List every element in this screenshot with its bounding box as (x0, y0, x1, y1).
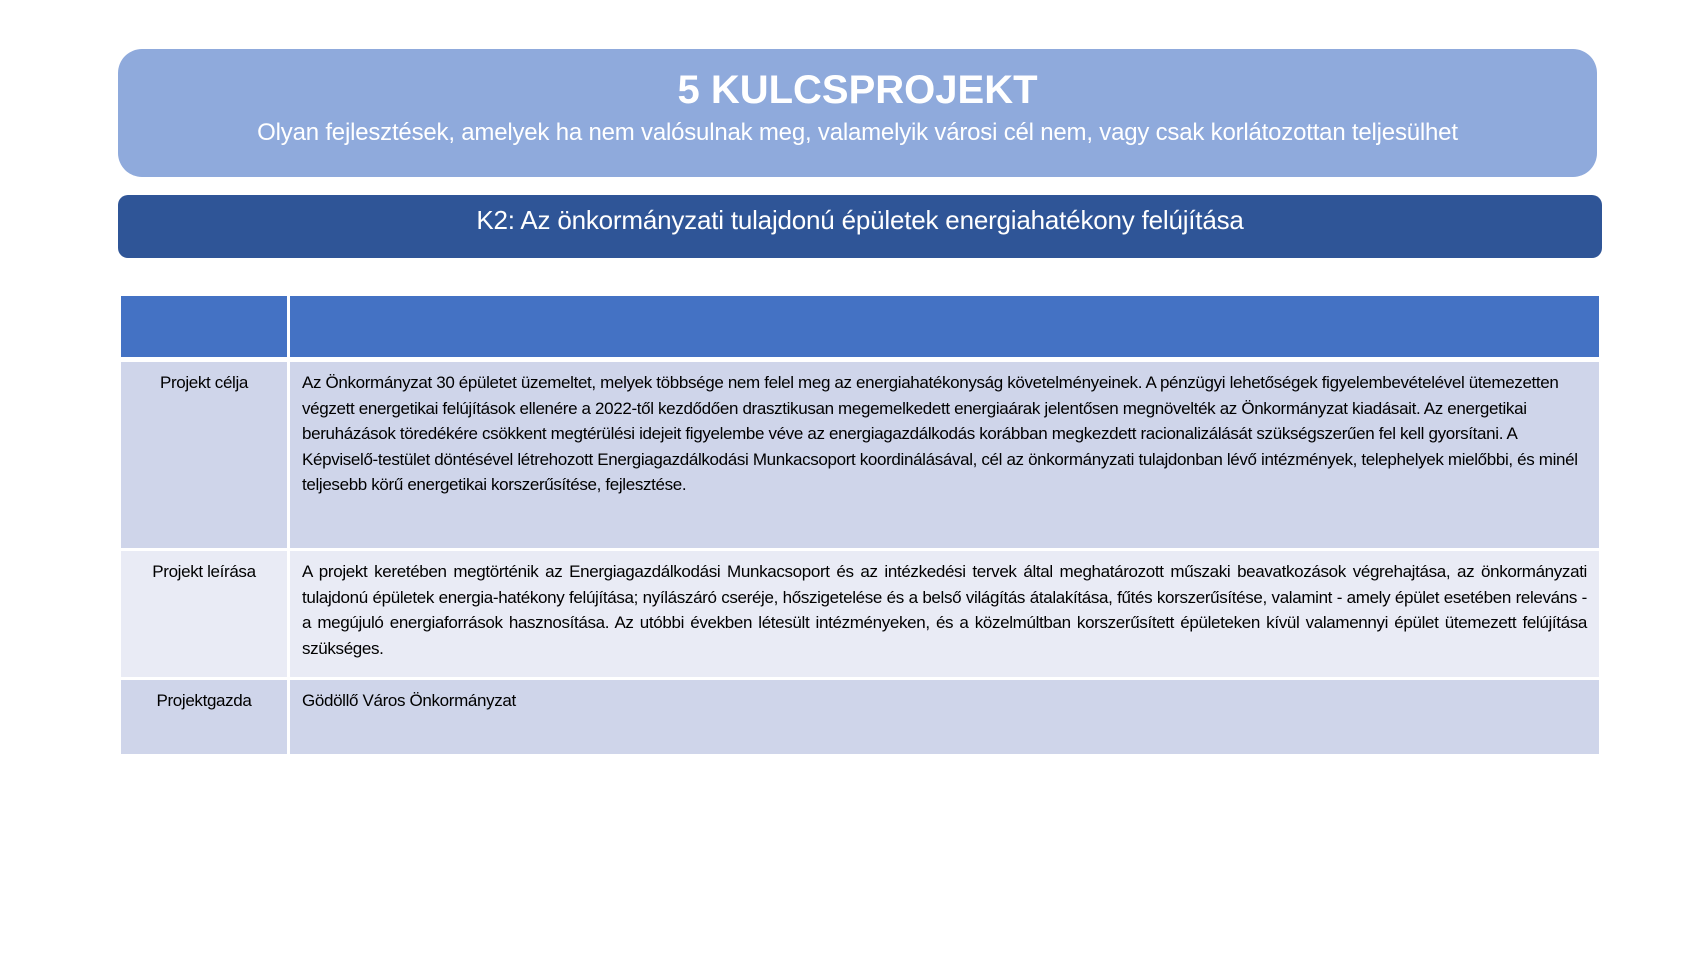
row-value: Az Önkormányzat 30 épületet üzemeltet, melyek többsége nem felel meg az energiahatékonyság követelményeinek. A pénzügyi lehetőségek figyelembevételével ütemezetten végzett energetikai felújítások ellenére a 2022-től kezdődően drasztikusan megemelkedett energiaárak jelentősen megnövelték az Önkormányzat kiadásait. Az energetikai beruházások töredékére csökkent megtérülési idejeit figyelembe véve az energiagazdálkodás korábban megkezdett racionalizálását szükségszerűen fel kell gyorsítani. A Képviselő-testület döntésével létrehozott Energiagazdálkodási Munkacsoport koordinálásával, cél az önkormányzati tulajdonban lévő intézmények, telephelyek mielőbbi, és minél teljesebb körű energetikai korszerűsítése, fejlesztése. (289, 360, 1601, 550)
row-label: Projekt célja (120, 360, 289, 550)
row-label: Projekt leírása (120, 550, 289, 679)
row-value: Gödöllő Város Önkormányzat (289, 679, 1601, 756)
table-header-row (120, 295, 1601, 360)
row-label: Projektgazda (120, 679, 289, 756)
row-value: A projekt keretében megtörténik az Energiagazdálkodási Munkacsoport és az intézkedési tervek által meghatározott műszaki beavatkozások végrehajtása, az önkormányzati tulajdonú épületek energia-hatékony felújítása; nyílászáró cseréje, hőszigetelése és a belső világítás átalakítása, fűtés korszerűsítése, valamint - amely épület esetében releváns - a megújuló energiaforrások hasznosítása. Az utóbbi években létesült intézményeken, és a közelmúltban korszerűsített épületeken kívül valamennyi épület ütemezett felújítása szükséges. (289, 550, 1601, 679)
page-title: 5 KULCSPROJEKT (677, 68, 1038, 112)
table-row (120, 550, 1601, 679)
table-header-cell (120, 295, 289, 360)
header-banner (118, 49, 1597, 177)
project-table (118, 293, 1602, 757)
table-row (120, 360, 1601, 550)
project-title-bar: K2: Az önkormányzati tulajdonú épületek energiahatékony felújítása (118, 195, 1602, 258)
page-subtitle: Olyan fejlesztések, amelyek ha nem valósulnak meg, valamelyik városi cél nem, vagy csak korlátozottan teljesülhet (257, 119, 1458, 146)
table-header-cell (289, 295, 1601, 360)
table-row (120, 679, 1601, 756)
